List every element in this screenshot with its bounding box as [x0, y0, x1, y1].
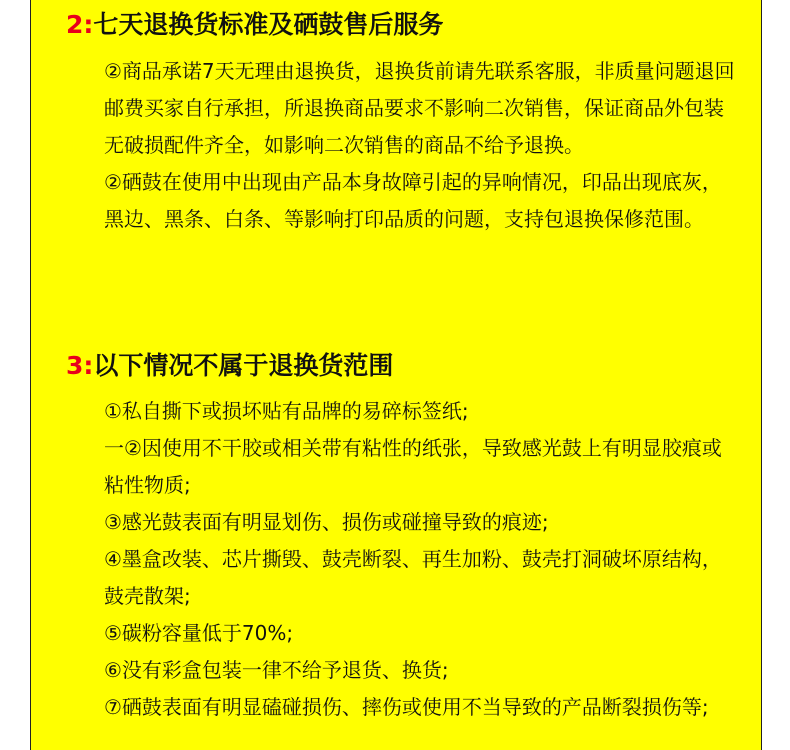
list-item: ④墨盒改装、芯片撕毁、鼓壳断裂、再生加粉、鼓壳打洞破坏原结构，鼓壳散架; — [104, 547, 722, 608]
section-2-paragraph: ②商品承诺7天无理由退换货，退换货前请先联系客服，非质量问题退回邮费买家自行承担，所退换商品要求不影响二次销售，保证商品外包装无破损配件齐全，如影响二次销售的商品不给予退换。 — [104, 59, 735, 157]
policy-panel — [30, 0, 762, 750]
section-2-title: 七天退换货标准及硒鼓售后服务 — [93, 10, 444, 39]
section-3-title: 以下情况不属于退换货范围 — [93, 351, 394, 380]
list-item: ⑦硒鼓表面有明显磕碰损伤、摔伤或使用不当导致的产品断裂损伤等; — [104, 695, 709, 719]
section-2-paragraph: ②硒鼓在使用中出现由产品本身故障引起的异响情况，印品出现底灰，黑边、黑条、白条、等影响打印品质的问题，支持包退换保修范围。 — [104, 170, 722, 231]
list-item: 一②因使用不干胶或相关带有粘性的纸张，导致感光鼓上有明显胶痕或粘性物质; — [104, 436, 722, 497]
section-2-number: 2: — [66, 10, 94, 39]
list-item: ⑤碳粉容量低于70%; — [104, 621, 294, 645]
section-3-number: 3: — [66, 351, 94, 380]
section-3-list — [104, 393, 736, 726]
list-item: ⑥没有彩盒包装一律不给予退货、换货; — [104, 658, 449, 682]
list-item: ①私自撕下或损坏贴有品牌的易碎标签纸; — [104, 399, 469, 423]
list-item: ③感光鼓表面有明显划伤、损伤或碰撞导致的痕迹; — [104, 510, 549, 534]
section-3-heading — [66, 348, 393, 384]
section-2-body — [104, 53, 736, 238]
section-2-heading — [66, 7, 443, 43]
